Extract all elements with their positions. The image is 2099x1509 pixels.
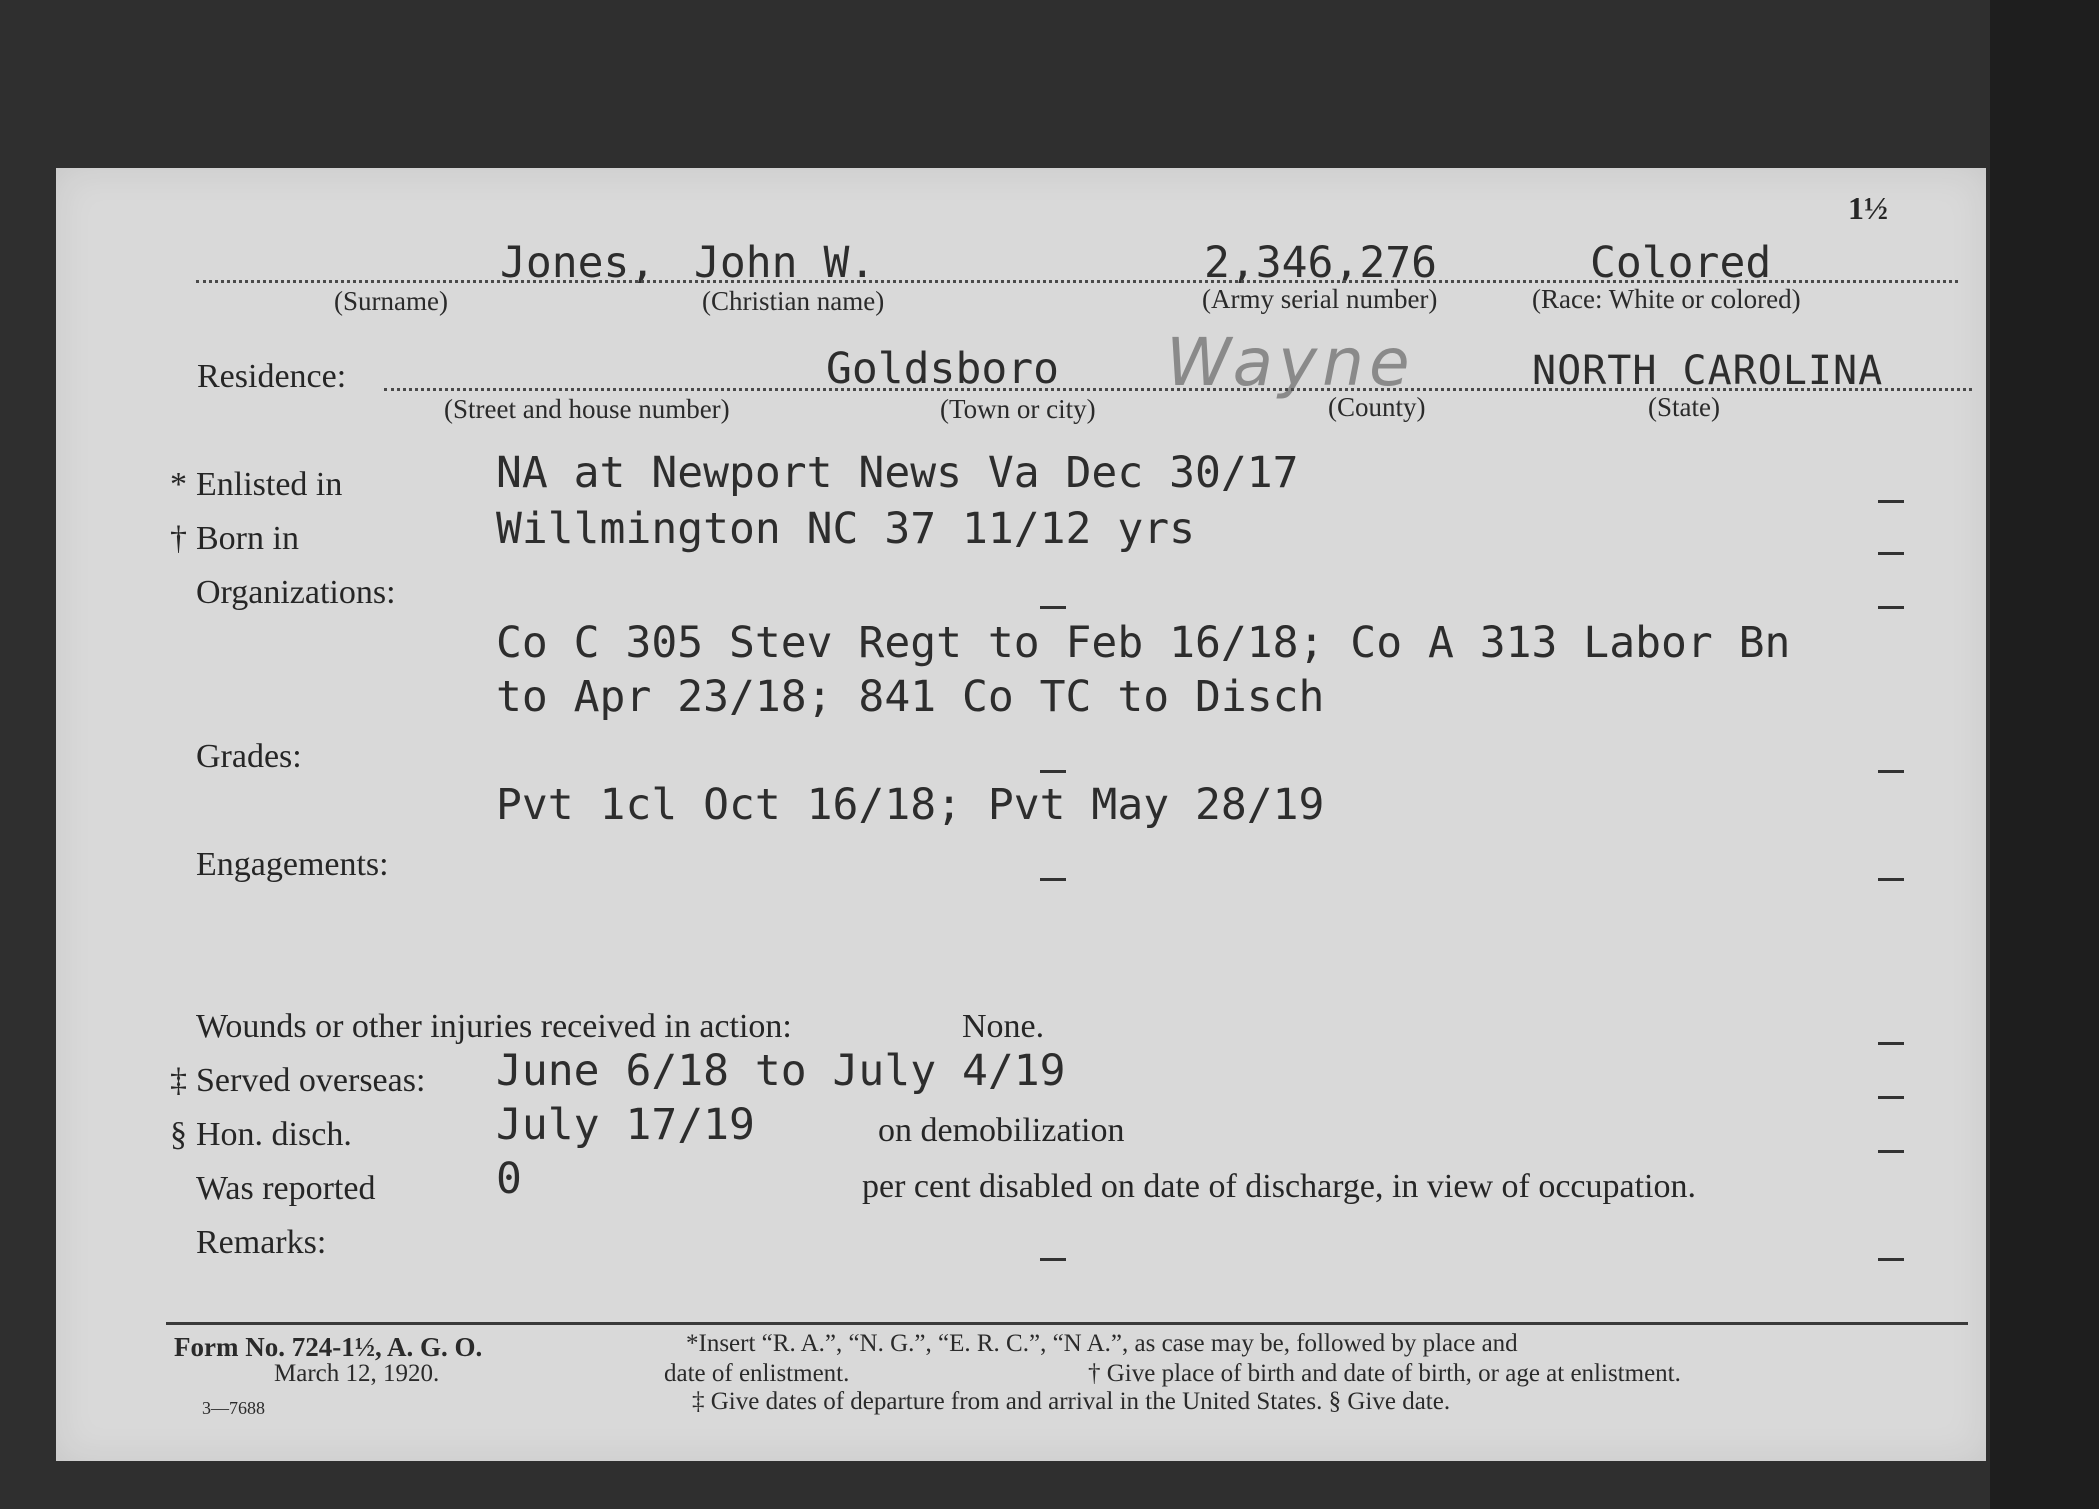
residence-label: Residence: [197, 358, 347, 395]
discharge-value: July 17/19 [496, 1100, 755, 1150]
organizations-dash [1040, 606, 1066, 609]
discharge-end-dash [1878, 1150, 1904, 1153]
footnote-enlistment-cont: date of enlistment. [664, 1360, 850, 1387]
state-caption: (State) [1648, 392, 1720, 422]
discharge-label: Hon. disch. [196, 1116, 352, 1153]
born-value: Willmington NC 37 11/12 yrs [496, 504, 1195, 554]
reported-value: 0 [496, 1154, 522, 1204]
engagements-label: Engagements: [196, 846, 389, 883]
serial-number-value: 2,346,276 [1204, 238, 1437, 288]
overseas-end-dash [1878, 1096, 1904, 1099]
enlisted-mark: * [170, 466, 187, 503]
overseas-label: Served overseas: [196, 1062, 426, 1099]
organizations-line-1: Co C 305 Stev Regt to Feb 16/18; Co A 313 Labor Bn [496, 618, 1791, 668]
service-record-card [56, 168, 1986, 1461]
remarks-label: Remarks: [196, 1224, 327, 1261]
remarks-dash [1040, 1258, 1066, 1261]
enlisted-label: Enlisted in [196, 466, 343, 503]
form-number: Form No. 724-1½, A. G. O. [174, 1332, 483, 1362]
reported-label: Was reported [196, 1170, 376, 1207]
dark-background [1990, 0, 2099, 1509]
remarks-end-dash [1878, 1258, 1904, 1261]
town-value: Goldsboro [826, 344, 1059, 394]
grades-value: Pvt 1cl Oct 16/18; Pvt May 28/19 [496, 780, 1325, 830]
footnote-enlistment: *Insert “R. A.”, “N. G.”, “E. R. C.”, “N A.”, as case may be, followed by place and [686, 1330, 1518, 1357]
corner-mark: 1½ [1848, 190, 1888, 226]
grades-label: Grades: [196, 738, 302, 775]
organizations-end-dash [1878, 606, 1904, 609]
discharge-mark: § [170, 1116, 187, 1153]
christian-name-value: John W. [694, 238, 876, 288]
name-dotted-line [196, 280, 1958, 283]
county-handwritten: Wayne [1166, 324, 1415, 401]
serial-number-caption: (Army serial number) [1202, 284, 1438, 314]
overseas-mark: ‡ [170, 1062, 187, 1099]
engagements-dash [1040, 878, 1066, 881]
state-value: NORTH CAROLINA [1532, 348, 1884, 394]
surname-value: Jones, [500, 238, 656, 288]
race-value: Colored [1590, 238, 1772, 288]
organizations-line-2: to Apr 23/18; 841 Co TC to Disch [496, 672, 1325, 722]
christian-name-caption: (Christian name) [702, 286, 885, 316]
print-number: 3—7688 [202, 1398, 265, 1418]
wounds-label: Wounds or other injuries received in action: [196, 1008, 792, 1045]
county-caption: (County) [1328, 392, 1426, 422]
residence-dotted-line [384, 388, 1972, 391]
race-caption: (Race: White or colored) [1532, 284, 1801, 314]
town-caption: (Town or city) [940, 394, 1096, 424]
footnote-birth: † Give place of birth and date of birth, or age at enlistment. [1088, 1360, 1681, 1387]
born-mark: † [170, 520, 187, 557]
grades-end-dash [1878, 770, 1904, 773]
footnote-overseas: ‡ Give dates of departure from and arrival in the United States. § Give date. [692, 1388, 1451, 1415]
discharge-suffix: on demobilization [878, 1112, 1125, 1149]
organizations-label: Organizations: [196, 574, 396, 611]
born-end-dash [1878, 552, 1904, 555]
grades-dash [1040, 770, 1066, 773]
engagements-end-dash [1878, 878, 1904, 881]
born-label: Born in [196, 520, 299, 557]
surname-caption: (Surname) [334, 286, 448, 316]
wounds-end-dash [1878, 1042, 1904, 1045]
enlisted-value: NA at Newport News Va Dec 30/17 [496, 448, 1299, 498]
street-caption: (Street and house number) [444, 394, 730, 424]
form-date: March 12, 1920. [274, 1360, 440, 1387]
footer-rule [166, 1322, 1968, 1325]
wounds-value: None. [962, 1008, 1045, 1045]
overseas-value: June 6/18 to July 4/19 [496, 1046, 1066, 1096]
reported-suffix: per cent disabled on date of discharge, in view of occupation. [862, 1168, 1696, 1205]
enlisted-end-dash [1878, 500, 1904, 503]
